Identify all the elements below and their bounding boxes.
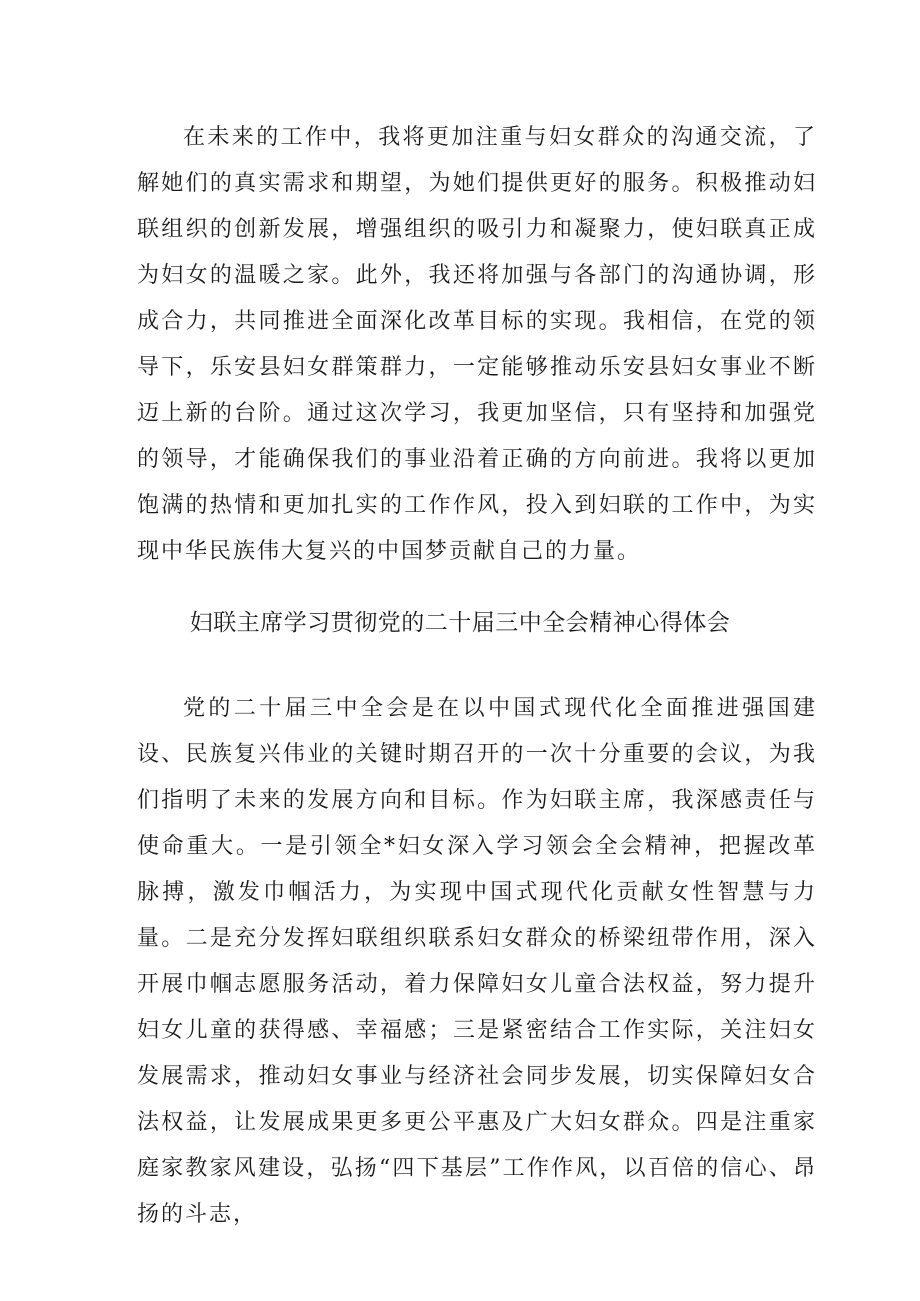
article-heading: 妇联主席学习贯彻党的二十届三中全会精神心得体会 xyxy=(189,610,731,636)
body-paragraph-1: 在未来的工作中，我将更加注重与妇女群众的沟通交流，了解她们的真实需求和期望，为她们提供更好的服务。积极推动妇联组织的创新发展，增强组织的吸引力和凝聚力，使妇联真正成为妇女的温暖之家。此外，我还将加强与各部门的沟通协调，形成合力，共同推进全面深化改革目标的实现。我相信，在党的领导下，乐安县妇女群策群力，一定能够推动乐安县妇女事业不断迈上新的台阶。通过这次学习，我更加坚信，只有坚持和加强党的领导，才能确保我们的事业沿着正确的方向前进。我将以更加饱满的热情和更加扎实的工作作风，投入到妇联的工作中，为实现中华民族伟大复兴的中国梦贡献自己的力量。 xyxy=(137,125,817,564)
body-paragraph-2: 党的二十届三中全会是在以中国式现代化全面推进强国建设、民族复兴伟业的关键时期召开的一次十分重要的会议，为我们指明了未来的发展方向和目标。作为妇联主席，我深感责任与使命重大。一是引领全*妇女深入学习领会全会精神，把握改革脉搏，激发巾帼活力，为实现中国式现代化贡献女性智慧与力量。二是充分发挥妇联组织联系妇女群众的桥梁纽带作用，深入开展巾帼志愿服务活动，着力保障妇女儿童合法权益，努力提升妇女儿童的获得感、幸福感；三是紧密结合工作实际，关注妇女发展需求，推动妇女事业与经济社会同步发展，切实保障妇女合法权益，让发展成果更多更公平惠及广大妇女群众。四是注重家庭家教家风建设，弘扬“四下基层”工作作风，以百倍的信心、昂扬的斗志， xyxy=(137,696,817,1227)
